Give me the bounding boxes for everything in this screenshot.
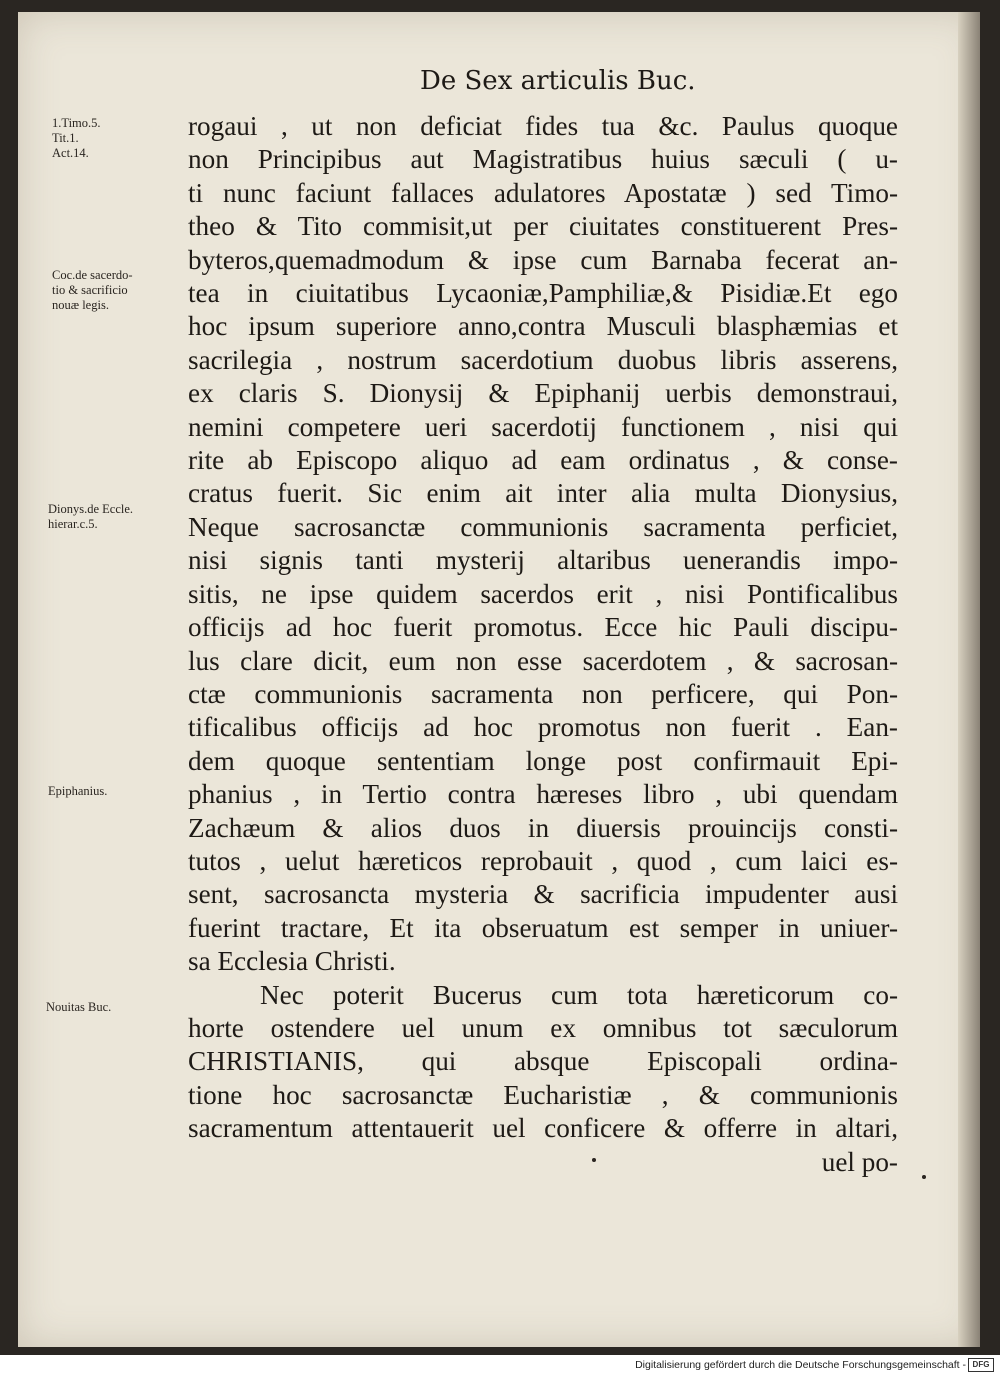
margin-note-line: Dionys.de Eccle. [48,502,134,516]
text-line: tea in ciuitatibus Lycaoniæ,Pamphiliæ,& Pisidiæ.Et ego [188,278,898,309]
dfg-logo: DFG [968,1358,994,1372]
text-line: byteros,quemadmodum & ipse cum Barnaba fecerat an- [188,244,898,275]
text-line: nemini competere ueri sacerdotij functionem , nisi qui [188,411,898,442]
text-line: phanius , in Tertio contra hæreses libro , ubi quendam [188,779,898,810]
ink-dot [922,1175,926,1179]
margin-note-line: Coc.de sacerdo- [52,268,133,282]
text-line: tutos , uelut hæreticos reprobauit , quod , cum laici es- [188,845,898,876]
margin-note-line: nouæ legis. [52,298,109,312]
margin-note-line: Tit.1. [52,131,79,145]
text-line: sa Ecclesia Christi. [188,946,396,977]
margin-note-dionysius [48,502,133,532]
margin-note-line: Nouitas Buc. [46,1000,112,1014]
text-line: lus clare dicit, eum non esse sacerdotem , & sacrosan- [188,645,898,676]
running-head: De Sex articulis Buc. [420,66,696,96]
text-line: sitis, ne ipse quidem sacerdos erit , nisi Pontificalibus [188,578,898,609]
text-line: cratus fuerit. Sic enim ait inter alia multa Dionysius, [188,478,898,509]
text-line: rite ab Episcopo aliquo ad eam ordinatus , & conse- [188,445,898,476]
text-line: officijs ad hoc fuerit promotus. Ecce hic Pauli discipu- [188,612,898,643]
margin-note-nouitas [46,1000,111,1015]
text-line: Zachæum & alios duos in diuersis prouincijs consti- [188,812,898,843]
text-line: Nec poterit Bucerus cum tota hæreticorum co- [260,979,898,1010]
margin-note-line: Epiphanius. [48,784,108,798]
text-line: CHRISTIANIS, qui absque Episcopali ordina- [188,1046,898,1077]
text-line: sacrilegia , nostrum sacerdotium duobus libris asserens, [188,344,898,375]
body-text [188,110,898,1179]
text-line: horte ostendere uel unum ex omnibus tot sæculorum [188,1012,898,1043]
text-line: sent, sacrosancta mysteria & sacrificia impudenter ausi [188,879,898,910]
text-line: sacramentum attentauerit uel conficere & offerre in altari, [188,1113,898,1144]
text-line: rogaui , ut non deficiat fides tua &c. Paulus quoque [188,111,898,141]
margin-note-sacerdotio [52,268,133,313]
catchword: uel po- [821,1146,898,1177]
text-line: non Principibus aut Magistratibus huius sæculi ( u- [188,144,898,175]
text-line: dem quoque sententiam longe post confirmauit Epi- [188,745,898,776]
footer-credit: Digitalisierung gefördert durch die Deutsche Forschungsgemeinschaft - [635,1359,966,1371]
margin-note-line: Act.14. [52,146,89,160]
text-line: ti nunc faciunt fallaces adulatores Apostatæ ) sed Timo- [188,177,898,208]
text-line: ex claris S. Dionysij & Epiphanij uerbis demonstraui, [188,378,898,409]
margin-note-line: hierar.c.5. [48,517,98,531]
ink-dot [592,1158,596,1162]
text-line: nisi signis tanti mysterij altaribus uenerandis impo- [188,545,898,576]
text-line: hoc ipsum superiore anno,contra Musculi blasphæmias et [188,311,898,342]
text-line: Neque sacrosanctæ communionis sacramenta perficiet, [188,511,898,542]
text-line: tione hoc sacrosanctæ Eucharistiæ , & communionis [188,1079,898,1110]
margin-note-epiphanius [48,784,107,799]
page-edge [958,12,980,1347]
margin-note-timothy [52,116,101,161]
text-line: tificalibus officijs ad hoc promotus non fuerit . Ean- [188,712,898,743]
margin-note-line: 1.Timo.5. [52,116,101,130]
text-line: fuerint tractare, Et ita obseruatum est semper in uniuer- [188,912,898,943]
margin-note-line: tio & sacrificio [52,283,128,297]
text-line: ctæ communionis sacramenta non perficere, qui Pon- [188,678,898,709]
text-line: theo & Tito commisit,ut per ciuitates constituerent Pres- [188,211,898,242]
